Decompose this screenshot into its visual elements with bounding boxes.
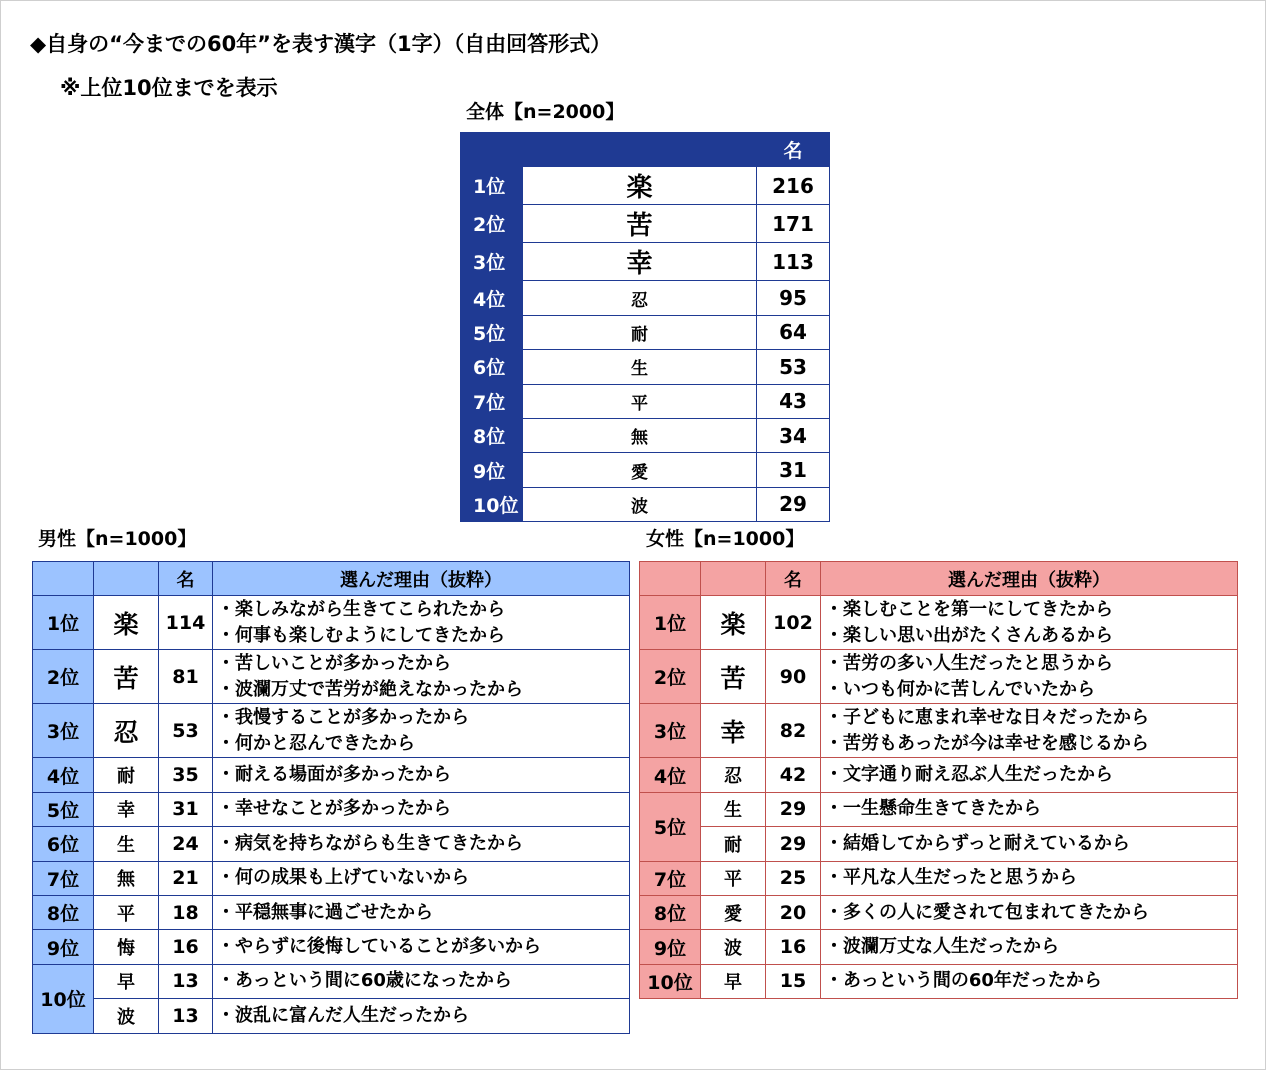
kanji-cell: 苦: [94, 650, 159, 704]
rank-cell: 9位: [33, 930, 94, 964]
table-row: [33, 650, 630, 704]
count-header-cell: 名: [757, 133, 830, 167]
reason-cell: ・平凡な人生だったと思うから: [821, 861, 1238, 895]
table-row: [640, 964, 1238, 998]
female-ranking-table: [639, 561, 1238, 999]
rank-cell: 6位: [461, 350, 523, 384]
rank-header-cell: [640, 562, 701, 596]
kanji-cell: 波: [94, 999, 159, 1033]
reason-line: ・苦労の多い人生だったと思うから: [825, 652, 1113, 674]
rank-cell: 1位: [33, 596, 94, 650]
reason-cell: ・あっという間の60年だったから: [821, 964, 1238, 998]
table-row: [33, 596, 630, 650]
kanji-cell: 耐: [523, 315, 757, 349]
kanji-cell: 無: [94, 861, 159, 895]
count-cell: 53: [159, 704, 213, 758]
rank-cell: 1位: [640, 596, 701, 650]
count-cell: 31: [159, 792, 213, 826]
count-cell: 29: [766, 827, 821, 861]
kanji-cell: 耐: [94, 758, 159, 792]
rank-cell: 8位: [640, 895, 701, 929]
kanji-cell: 悔: [94, 930, 159, 964]
kanji-header-cell: [701, 562, 766, 596]
rank-cell: 3位: [640, 704, 701, 758]
kanji-cell: 苦: [523, 205, 757, 243]
kanji-cell: 生: [94, 827, 159, 861]
rank-header-cell: [461, 133, 523, 167]
page-title: ◆自身の“今までの60年”を表す漢字（1字）（自由回答形式）: [30, 32, 612, 56]
reason-line: ・楽しみながら生きてこられたから: [217, 598, 505, 620]
rank-cell: 9位: [640, 930, 701, 964]
table-row: [640, 704, 1238, 758]
rank-cell: 4位: [640, 758, 701, 792]
count-cell: 42: [766, 758, 821, 792]
reason-line: ・楽しい思い出がたくさんあるから: [825, 624, 1113, 646]
reason-line: ・苦労もあったが今は幸せを感じるから: [825, 732, 1149, 754]
count-cell: 25: [766, 861, 821, 895]
rank-cell: 6位: [33, 827, 94, 861]
table-row: [33, 999, 630, 1033]
count-cell: 16: [766, 930, 821, 964]
rank-cell: 3位: [461, 243, 523, 281]
kanji-cell: 楽: [523, 167, 757, 205]
table-row: [33, 704, 630, 758]
table-header-row: [640, 562, 1238, 596]
kanji-cell: 忍: [701, 758, 766, 792]
reason-cell: ・何の成果も上げていないから: [213, 861, 630, 895]
reason-cell: ・一生懸命生きてきたから: [821, 792, 1238, 826]
reason-cell: ・幸せなことが多かったから: [213, 792, 630, 826]
page-subtitle: ※上位10位までを表示: [60, 76, 278, 100]
count-cell: 13: [159, 999, 213, 1033]
rank-cell: 8位: [461, 418, 523, 452]
rank-cell: 2位: [461, 205, 523, 243]
table-row: [33, 930, 630, 964]
kanji-cell: 幸: [523, 243, 757, 281]
table-row: [461, 453, 830, 487]
rank-cell: 7位: [640, 861, 701, 895]
table-row: [640, 792, 1238, 826]
count-header-cell: 名: [766, 562, 821, 596]
count-cell: 82: [766, 704, 821, 758]
reason-cell: ・やらずに後悔していることが多いから: [213, 930, 630, 964]
table-row: [640, 596, 1238, 650]
count-cell: 35: [159, 758, 213, 792]
reason-header-cell: 選んだ理由（抜粋）: [213, 562, 630, 596]
table-row: [461, 167, 830, 205]
count-cell: 24: [159, 827, 213, 861]
reason-cell: [821, 650, 1238, 704]
kanji-cell: 早: [94, 964, 159, 998]
count-cell: 114: [159, 596, 213, 650]
kanji-cell: 波: [523, 487, 757, 521]
table-row: [33, 827, 630, 861]
rank-cell: 5位: [640, 792, 701, 861]
kanji-cell: 苦: [701, 650, 766, 704]
female-caption: 女性【n=1000】: [646, 528, 805, 550]
reason-line: ・何かと忍んできたから: [217, 732, 415, 754]
table-row: [33, 792, 630, 826]
reason-header-cell: 選んだ理由（抜粋）: [821, 562, 1238, 596]
kanji-cell: 波: [701, 930, 766, 964]
reason-cell: ・波瀾万丈な人生だったから: [821, 930, 1238, 964]
table-row: [461, 418, 830, 452]
table-row: [461, 315, 830, 349]
count-cell: 102: [766, 596, 821, 650]
table-row: [33, 861, 630, 895]
reason-cell: [213, 596, 630, 650]
male-ranking-table: [32, 561, 630, 1034]
rank-header-cell: [33, 562, 94, 596]
reason-line: ・波瀾万丈で苦労が絶えなかったから: [217, 678, 523, 700]
rank-cell: 10位: [640, 964, 701, 998]
table-row: [461, 281, 830, 315]
rank-cell: 3位: [33, 704, 94, 758]
rank-cell: 8位: [33, 895, 94, 929]
count-cell: 95: [757, 281, 830, 315]
table-header-row: [461, 133, 830, 167]
rank-cell: 5位: [461, 315, 523, 349]
rank-cell: 5位: [33, 792, 94, 826]
reason-line: ・いつも何かに苦しんでいたから: [825, 678, 1095, 700]
rank-cell: 7位: [33, 861, 94, 895]
reason-cell: ・あっという間に60歳になったから: [213, 964, 630, 998]
reason-line: ・何事も楽しむようにしてきたから: [217, 624, 505, 646]
table-row: [640, 650, 1238, 704]
table-row: [461, 350, 830, 384]
kanji-cell: 幸: [701, 704, 766, 758]
kanji-cell: 愛: [523, 453, 757, 487]
rank-cell: 2位: [640, 650, 701, 704]
reason-cell: ・多くの人に愛されて包まれてきたから: [821, 895, 1238, 929]
reason-cell: [213, 704, 630, 758]
count-cell: 171: [757, 205, 830, 243]
reason-cell: ・平穏無事に過ごせたから: [213, 895, 630, 929]
count-cell: 20: [766, 895, 821, 929]
rank-cell: 4位: [33, 758, 94, 792]
rank-cell: 10位: [461, 487, 523, 521]
count-header-cell: 名: [159, 562, 213, 596]
reason-cell: ・耐える場面が多かったから: [213, 758, 630, 792]
table-row: [33, 964, 630, 998]
table-row: [640, 861, 1238, 895]
kanji-header-cell: [523, 133, 757, 167]
kanji-cell: 愛: [701, 895, 766, 929]
kanji-cell: 平: [94, 895, 159, 929]
reason-line: ・楽しむことを第一にしてきたから: [825, 598, 1113, 620]
count-cell: 21: [159, 861, 213, 895]
count-cell: 216: [757, 167, 830, 205]
count-cell: 81: [159, 650, 213, 704]
count-cell: 34: [757, 418, 830, 452]
kanji-cell: 早: [701, 964, 766, 998]
overall-caption: 全体【n=2000】: [466, 101, 625, 123]
table-row: [640, 827, 1238, 861]
reason-line: ・子どもに恵まれ幸せな日々だったから: [825, 706, 1149, 728]
table-row: [640, 758, 1238, 792]
reason-cell: ・病気を持ちながらも生きてきたから: [213, 827, 630, 861]
table-row: [461, 384, 830, 418]
reason-line: ・我慢することが多かったから: [217, 706, 469, 728]
table-row: [33, 758, 630, 792]
reason-line: ・苦しいことが多かったから: [217, 652, 451, 674]
rank-cell: 10位: [33, 964, 94, 1033]
rank-cell: 7位: [461, 384, 523, 418]
kanji-cell: 耐: [701, 827, 766, 861]
kanji-header-cell: [94, 562, 159, 596]
kanji-cell: 楽: [94, 596, 159, 650]
count-cell: 90: [766, 650, 821, 704]
table-row: [461, 487, 830, 521]
table-row: [33, 895, 630, 929]
kanji-cell: 生: [523, 350, 757, 384]
table-header-row: [33, 562, 630, 596]
count-cell: 29: [757, 487, 830, 521]
male-caption: 男性【n=1000】: [38, 528, 197, 550]
kanji-cell: 忍: [94, 704, 159, 758]
count-cell: 29: [766, 792, 821, 826]
table-row: [461, 205, 830, 243]
kanji-cell: 楽: [701, 596, 766, 650]
rank-cell: 9位: [461, 453, 523, 487]
kanji-cell: 平: [701, 861, 766, 895]
count-cell: 113: [757, 243, 830, 281]
table-row: [461, 243, 830, 281]
kanji-cell: 無: [523, 418, 757, 452]
count-cell: 16: [159, 930, 213, 964]
reason-cell: ・波乱に富んだ人生だったから: [213, 999, 630, 1033]
table-row: [640, 895, 1238, 929]
kanji-cell: 幸: [94, 792, 159, 826]
rank-cell: 2位: [33, 650, 94, 704]
rank-cell: 4位: [461, 281, 523, 315]
rank-cell: 1位: [461, 167, 523, 205]
kanji-cell: 忍: [523, 281, 757, 315]
count-cell: 64: [757, 315, 830, 349]
reason-cell: [213, 650, 630, 704]
kanji-cell: 生: [701, 792, 766, 826]
count-cell: 18: [159, 895, 213, 929]
reason-cell: ・文字通り耐え忍ぶ人生だったから: [821, 758, 1238, 792]
count-cell: 43: [757, 384, 830, 418]
count-cell: 53: [757, 350, 830, 384]
reason-cell: [821, 704, 1238, 758]
count-cell: 31: [757, 453, 830, 487]
overall-ranking-table: [460, 132, 830, 522]
reason-cell: ・結婚してからずっと耐えているから: [821, 827, 1238, 861]
kanji-cell: 平: [523, 384, 757, 418]
count-cell: 13: [159, 964, 213, 998]
reason-cell: [821, 596, 1238, 650]
table-row: [640, 930, 1238, 964]
count-cell: 15: [766, 964, 821, 998]
